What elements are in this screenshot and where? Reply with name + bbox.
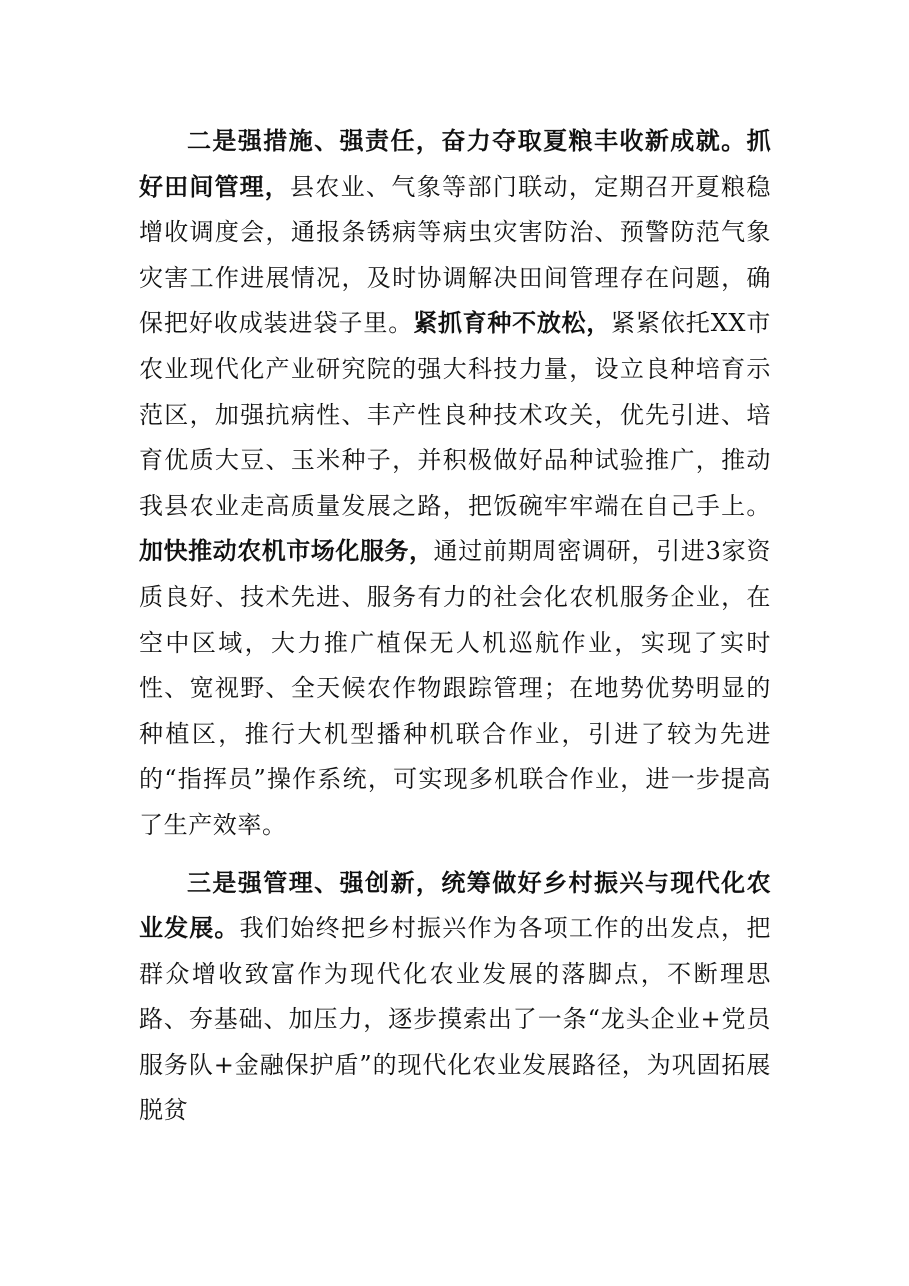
body-text: 我们始终把乡村振兴作为各项工作的出发点，把群众增收致富作为现代化农业发展的落脚点，不断理思路、夯基础、加压力，逐步摸索出了一条“龙头企业+党员服务队+金融保护盾”的现代化农业发展路径，为巩固拓展脱贫: [139, 914, 771, 1125]
paragraph-heading: 二是强措施、强责任，奋力夺取夏粮丰收新成就。: [187, 127, 747, 155]
subheading-breeding: 紧抓育种不放松，: [413, 309, 611, 338]
body-text: 县农业、气象等部门联动，定期召开夏粮稳增收调度会，通报条锈病等病虫灾害防治、预警防范气象灾害工作进展情况，及时协调解决田间管理存在问题，确保把好收成装进袋子里。: [139, 172, 771, 338]
document-body: [139, 119, 771, 1134]
body-text: 通过前期周密调研，引进3家资质良好、技术先进、服务有力的社会化农机服务企业，在空中区域，大力推广植保无人机巡航作业，实现了实时性、宽视野、全天候农作物跟踪管理；在地势优势明显的种植区，推行大机型播种机联合作业，引进了较为先进的“指挥员”操作系统，可实现多机联合作业，进一步提高了生产效率。: [139, 537, 771, 839]
subheading-field-management: 抓好田间管理，: [139, 127, 771, 201]
subheading-agri-machinery: 加快推动农机市场化服务，: [139, 537, 434, 566]
paragraph-heading: 三是强管理、强创新，统筹做好乡村振兴与现代化农业发展。: [139, 868, 771, 943]
body-text: 紧紧依托XX市农业现代化产业研究院的强大科技力量，设立良种培育示范区，加强抗病性、丰产性良种技术攻关，优先引进、培育优质大豆、玉米种子，并积极做好品种试验推广，推动我县农业走高质量发展之路，把饭碗牢牢端在自己手上。: [139, 309, 771, 520]
paragraph-rural-revitalization: [139, 861, 771, 1135]
paragraph-summer-grain: [139, 119, 771, 849]
